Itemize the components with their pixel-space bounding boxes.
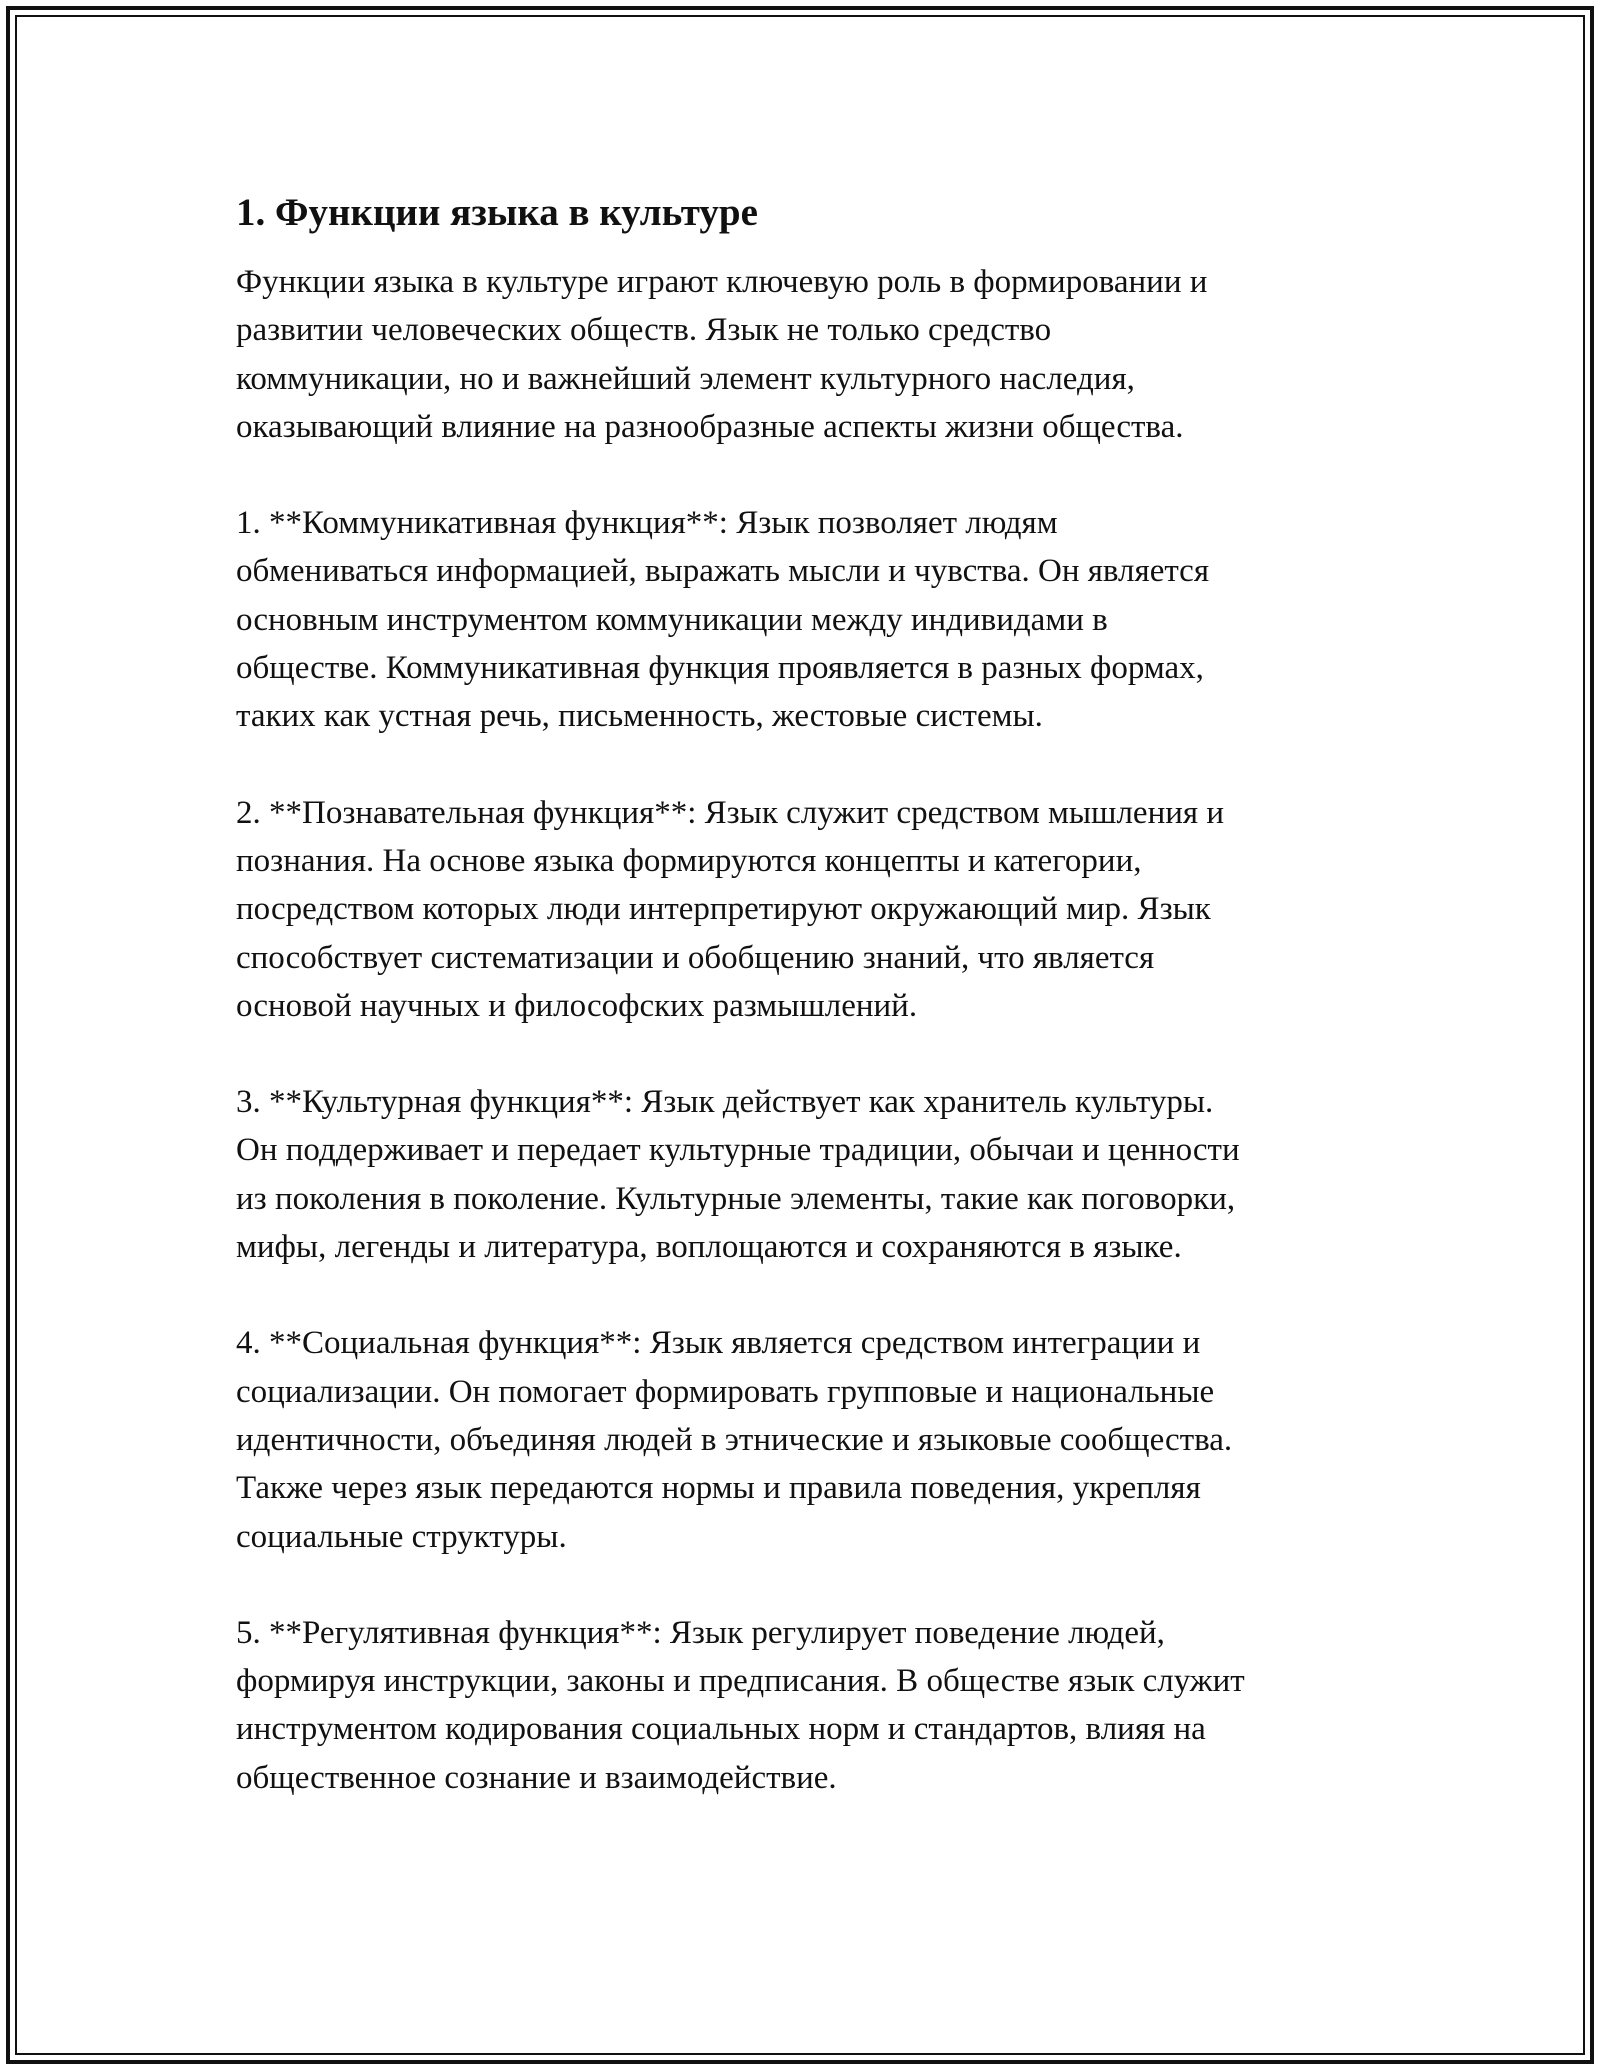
text-line: 4. **Социальная функция**: Язык является средством интеграции и <box>236 1325 1201 1362</box>
text-line: идентичности, объединяя людей в этнические и языковые сообщества. <box>236 1421 1233 1458</box>
document-content <box>236 188 1416 1850</box>
text-line: обществе. Коммуникативная функция проявляется в разных формах, <box>236 650 1204 687</box>
text-line: инструментом кодирования социальных норм и стандартов, влияя на <box>236 1711 1206 1748</box>
text-line: основой научных и философских размышлений. <box>236 987 918 1024</box>
text-line: способствует систематизации и обобщению знаний, что является <box>236 939 1155 976</box>
text-line: Также через язык передаются нормы и правила поведения, укрепляя <box>236 1470 1201 1507</box>
text-line: 3. **Культурная функция**: Язык действует как хранитель культуры. <box>236 1084 1214 1121</box>
text-line: Он поддерживает и передает культурные традиции, обычаи и ценности <box>236 1132 1240 1169</box>
text-line: таких как устная речь, письменность, жестовые системы. <box>236 698 1043 735</box>
text-line: оказывающий влияние на разнообразные аспекты жизни общества. <box>236 408 1184 445</box>
section-heading: 1. Функции языка в культуре <box>236 191 758 234</box>
text-line: посредством которых люди интерпретируют окружающий мир. Язык <box>236 891 1211 928</box>
text-line: мифы, легенды и литература, воплощаются и сохраняются в языке. <box>236 1229 1182 1266</box>
text-line: социальные структуры. <box>236 1518 567 1555</box>
social-function-paragraph <box>236 1319 1416 1560</box>
text-line: Функции языка в культуре играют ключевую роль в формировании и <box>236 264 1208 300</box>
text-line: 2. **Познавательная функция**: Язык служит средством мышления и <box>236 794 1224 831</box>
cognitive-function-paragraph <box>236 789 1416 1030</box>
text-line: развитии человеческих обществ. Язык не только средство <box>236 312 1052 349</box>
text-line: из поколения в поколение. Культурные элементы, такие как поговорки, <box>236 1180 1236 1217</box>
text-line: общественное сознание и взаимодействие. <box>236 1759 837 1796</box>
text-line: социализации. Он помогает формировать групповые и национальные <box>236 1373 1215 1410</box>
text-line: формируя инструкции, законы и предписания. В обществе язык служит <box>236 1663 1245 1700</box>
text-line: коммуникации, но и важнейший элемент культурного наследия, <box>236 360 1135 397</box>
text-line: обмениваться информацией, выражать мысли и чувства. Он является <box>236 553 1210 590</box>
intro-paragraph <box>236 258 1416 451</box>
cultural-function-paragraph <box>236 1078 1416 1271</box>
text-line: 1. **Коммуникативная функция**: Язык позволяет людям <box>236 505 1058 542</box>
text-line: 5. **Регулятивная функция**: Язык регулирует поведение людей, <box>236 1614 1165 1651</box>
regulative-function-paragraph <box>236 1609 1416 1802</box>
text-line: основным инструментом коммуникации между индивидами в <box>236 601 1108 638</box>
communicative-function-paragraph <box>236 499 1416 740</box>
text-line: познания. На основе языка формируются концепты и категории, <box>236 842 1142 879</box>
